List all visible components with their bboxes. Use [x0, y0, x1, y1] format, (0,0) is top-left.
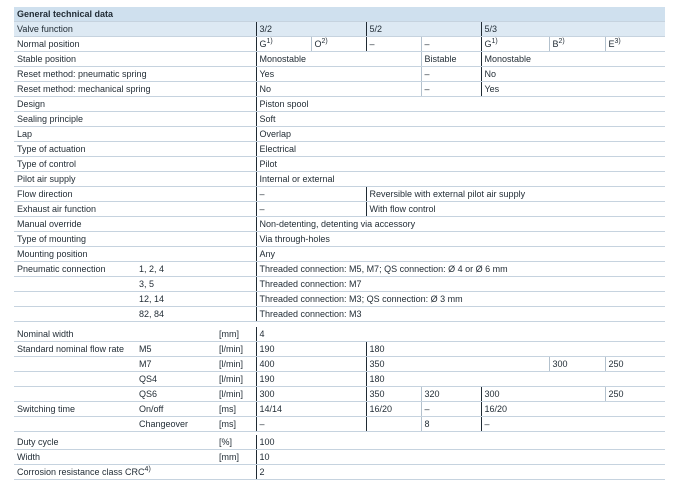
value-cell: 180	[366, 372, 665, 387]
value-cell: –	[256, 202, 366, 217]
normal-position-5-2-b: –	[421, 37, 481, 52]
pneumatic-row	[14, 292, 665, 307]
unit-label: [l/min]	[216, 357, 256, 372]
value-cell: 350	[366, 387, 421, 402]
unit-label: [l/min]	[216, 342, 256, 357]
mode-label: On/off	[136, 402, 216, 417]
normal-position-5-2-a: –	[366, 37, 421, 52]
row-label: Stable position	[14, 52, 256, 67]
value-cell: Internal or external	[256, 172, 665, 187]
flow-direction-row	[14, 187, 665, 202]
value-cell: 190	[256, 342, 366, 357]
stable-position-row	[14, 52, 665, 67]
value-cell: Overlap	[256, 127, 665, 142]
value-cell: 320	[421, 387, 481, 402]
mode-label: Changeover	[136, 417, 216, 432]
row-label: Mounting position	[14, 247, 256, 262]
col-header-3-2: 3/2	[256, 22, 366, 37]
sealing-row	[14, 112, 665, 127]
row-label: Design	[14, 97, 256, 112]
valve-function-row	[14, 22, 665, 37]
connection-label: M7	[136, 357, 216, 372]
row-label: Sealing principle	[14, 112, 256, 127]
row-label: Flow direction	[14, 187, 256, 202]
unit-label: [l/min]	[216, 387, 256, 402]
value-cell: 16/20	[366, 402, 421, 417]
mounting-type-row	[14, 232, 665, 247]
value-cell: No	[256, 82, 421, 97]
table-title: General technical data	[14, 7, 665, 22]
value-cell: 100	[256, 435, 665, 450]
pneumatic-row	[14, 277, 665, 292]
col-header-5-2: 5/2	[366, 22, 481, 37]
unit-label: [mm]	[216, 450, 256, 465]
value-cell: No	[481, 67, 665, 82]
table-title-row	[14, 7, 665, 22]
value-cell: 190	[256, 372, 366, 387]
value-cell: 14/14	[256, 402, 366, 417]
row-label: Type of mounting	[14, 232, 256, 247]
value-cell: Non-detenting, detenting via accessory	[256, 217, 665, 232]
value-cell: –	[481, 417, 665, 432]
value-cell: 400	[256, 357, 366, 372]
connection-label: QS6	[136, 387, 216, 402]
value-cell: 250	[605, 387, 665, 402]
value-cell: Threaded connection: M7	[256, 277, 665, 292]
row-label: Type of control	[14, 157, 256, 172]
connection-label: QS4	[136, 372, 216, 387]
value-cell: Threaded connection: M3; QS connection: Ø 3 mm	[256, 292, 665, 307]
flow-rate-row	[14, 387, 665, 402]
pilot-air-row	[14, 172, 665, 187]
flow-rate-row	[14, 357, 665, 372]
value-cell: 350	[366, 357, 549, 372]
pneumatic-row	[14, 262, 665, 277]
reset-mechanical-row	[14, 82, 665, 97]
pneumatic-row	[14, 307, 665, 322]
exhaust-air-row	[14, 202, 665, 217]
unit-label: [mm]	[216, 327, 256, 342]
value-cell: 180	[366, 342, 665, 357]
corrosion-row	[14, 465, 665, 480]
value-cell: –	[256, 187, 366, 202]
row-label: Exhaust air function	[14, 202, 256, 217]
row-label: Duty cycle	[14, 435, 216, 450]
value-cell: 16/20	[481, 402, 665, 417]
normal-position-e-5-3: $E^{3)}$	[605, 37, 665, 52]
width-row	[14, 450, 665, 465]
actuation-row	[14, 142, 665, 157]
value-cell: –	[421, 67, 481, 82]
row-label: Valve function	[14, 22, 256, 37]
row-label: Pneumatic connection	[14, 262, 136, 277]
value-cell: Via through-holes	[256, 232, 665, 247]
col-header-5-3: 5/3	[481, 22, 665, 37]
reset-pneumatic-row	[14, 67, 665, 82]
row-label: Type of actuation	[14, 142, 256, 157]
value-cell: Monostable	[481, 52, 665, 67]
row-label: Switching time	[14, 402, 136, 417]
value-cell: 250	[605, 357, 665, 372]
value-cell: Soft	[256, 112, 665, 127]
value-cell: 8	[421, 417, 481, 432]
unit-label: [ms]	[216, 402, 256, 417]
value-cell: –	[421, 82, 481, 97]
connection-label: M5	[136, 342, 216, 357]
row-label: Pilot air supply	[14, 172, 256, 187]
technical-data-sheet	[14, 7, 665, 480]
value-cell: 10	[256, 450, 665, 465]
value-cell: Threaded connection: M5, M7; QS connection: Ø 4 or Ø 6 mm	[256, 262, 665, 277]
row-label: Normal position	[14, 37, 256, 52]
value-cell: 2	[256, 465, 665, 480]
value-cell: –	[256, 417, 366, 432]
value-cell: Any	[256, 247, 665, 262]
port-label: 3, 5	[136, 277, 256, 292]
design-row	[14, 97, 665, 112]
value-cell: Threaded connection: M3	[256, 307, 665, 322]
flow-rate-row	[14, 342, 665, 357]
value-cell: Reversible with external pilot air supply	[366, 187, 665, 202]
technical-data-table	[14, 7, 665, 480]
flow-rate-row	[14, 372, 665, 387]
row-label: Corrosion resistance class CRC$^{4)}$	[14, 465, 256, 480]
unit-label: [%]	[216, 435, 256, 450]
lap-row	[14, 127, 665, 142]
switching-time-row	[14, 417, 665, 432]
value-cell: 4	[256, 327, 665, 342]
value-cell: –	[421, 402, 481, 417]
row-label: Reset method: mechanical spring	[14, 82, 256, 97]
value-cell: 300	[256, 387, 366, 402]
value-cell: With flow control	[366, 202, 665, 217]
value-cell: Electrical	[256, 142, 665, 157]
port-label: 82, 84	[136, 307, 256, 322]
unit-label: [ms]	[216, 417, 256, 432]
manual-override-row	[14, 217, 665, 232]
nominal-width-row	[14, 327, 665, 342]
value-cell: Piston spool	[256, 97, 665, 112]
row-label: Lap	[14, 127, 256, 142]
value-cell: Pilot	[256, 157, 665, 172]
normal-position-o-3-2: $O^{2)}$	[311, 37, 366, 52]
value-cell: Yes	[481, 82, 665, 97]
row-label: Nominal width	[14, 327, 216, 342]
normal-position-g-3-2: $G^{1)}$	[256, 37, 311, 52]
unit-label: [l/min]	[216, 372, 256, 387]
mounting-position-row	[14, 247, 665, 262]
row-label: Width	[14, 450, 216, 465]
row-label: Standard nominal flow rate	[14, 342, 136, 357]
duty-cycle-row	[14, 435, 665, 450]
port-label: 12, 14	[136, 292, 256, 307]
value-cell: 300	[549, 357, 605, 372]
normal-position-row	[14, 37, 665, 52]
value-cell: Bistable	[421, 52, 481, 67]
row-label: Manual override	[14, 217, 256, 232]
normal-position-b-5-3: $B^{2)}$	[549, 37, 605, 52]
control-row	[14, 157, 665, 172]
row-label: Reset method: pneumatic spring	[14, 67, 256, 82]
value-cell: Yes	[256, 67, 421, 82]
value-cell: Monostable	[256, 52, 421, 67]
switching-time-row	[14, 402, 665, 417]
port-label: 1, 2, 4	[136, 262, 256, 277]
value-cell	[366, 417, 421, 432]
normal-position-g-5-3: $G^{1)}$	[481, 37, 549, 52]
value-cell: 300	[481, 387, 605, 402]
